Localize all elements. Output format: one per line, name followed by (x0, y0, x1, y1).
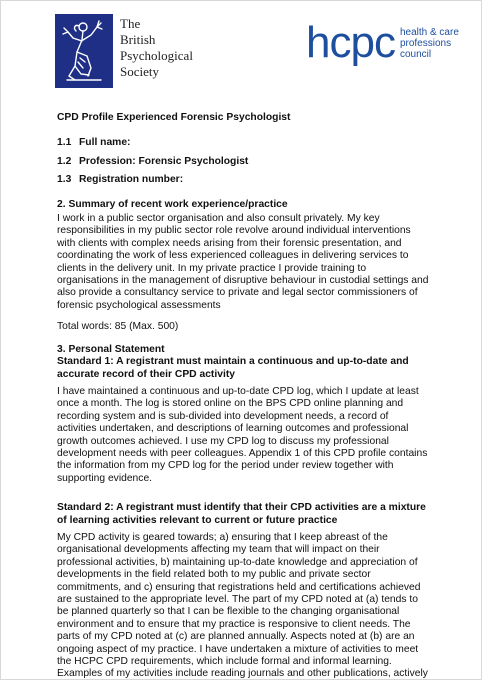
hcpc-tagline-line: health & care (399, 26, 459, 38)
field-label: Registration number: (79, 174, 184, 186)
bps-name (120, 16, 193, 80)
standard-1-heading: Standard 1: A registrant must maintain a continuous and up-to-date and accurate record of their CPD activity (57, 356, 409, 380)
hcpc-logo (306, 18, 459, 67)
hcpc-tagline-line: council (399, 48, 432, 60)
field-number: 1.3 (57, 174, 72, 186)
standard-2-body: My CPD activity is geared towards; a) ensuring that I keep abreast of the organisational developments affecting my team that will impact on their professional activities, b) maintaining up-to-date knowledge and appreciation of developments in the field related both to my public and private sector commitments, and c) ensuring that registrations held and certifications achieved are sustained to the appropriate level. The part of my CPD noted at (a) tends to be planned quarterly so that I can be flexible to the changing organisational environment and to ensure that my practice is responsive to client needs. The parts of my CPD noted at (c) are planned annually. Aspects noted at (b) are an ongoing aspect of my practice. I have undertaken a mixture of activities to meet the HCPC CPD requirements, which include formal and informal learning. Examples of my activities include reading journals and other publications, actively (57, 531, 428, 680)
field-profession (57, 156, 429, 168)
bps-name-line: The (120, 16, 141, 31)
bps-name-line: Society (120, 64, 159, 79)
bps-psyche-logo-icon (55, 14, 113, 88)
bps-name-line: Psychological (120, 48, 193, 63)
field-number: 1.1 (57, 137, 72, 149)
document-title: CPD Profile Experienced Forensic Psychologist (57, 112, 291, 123)
hcpc-tagline-line: professions (399, 37, 452, 49)
hcpc-wordmark: hcpc (306, 18, 395, 67)
field-registration-number (57, 174, 429, 186)
field-label: Profession: Forensic Psychologist (79, 155, 249, 167)
field-label: Full name: (79, 137, 131, 149)
field-number: 1.2 (57, 155, 72, 167)
field-full-name (57, 137, 429, 149)
word-count: Total words: 85 (Max. 500) (57, 321, 179, 333)
section-2-body: I work in a public sector organisation and also consult privately. My key responsibilities in my public sector role revolve around individual interventions with clients with complex needs arising from their forensic presentation, and coordinating the work of less experienced colleagues in delivering services to clients in the delivery unit. In my private practice I provide training to organisations in the management of disruptive behaviour in custodial settings and also provide a consultancy service to private and legal sector commissioners of forensic psychological assessments (57, 213, 429, 311)
bps-logo (55, 14, 193, 88)
standard-1-body: I have maintained a continuous and up-to-date CPD log, which I update at least once a month. The log is stored online on the BPS CPD online planning and recording system and is sub-divided into development needs, a record of activities undertaken, and descriptions of learning outcomes and professional growth outcomes achieved. I use my CPD log to discuss my professional development needs with peer colleagues. Appendix 1 of this CPD profile contains the information from my CPD log for the period under review together with supporting evidence. (57, 385, 428, 484)
bps-name-line: British (120, 32, 156, 47)
document-body (57, 112, 429, 690)
section-3-heading: 3. Personal Statement (57, 343, 165, 355)
section-2-heading: 2. Summary of recent work experience/practice (57, 198, 288, 210)
section-spacer (57, 494, 429, 502)
standard-2-heading: Standard 2: A registrant must identify that their CPD activities are a mixture of learning activities relevant to current or future practice (57, 502, 426, 526)
hcpc-tagline (400, 27, 459, 60)
